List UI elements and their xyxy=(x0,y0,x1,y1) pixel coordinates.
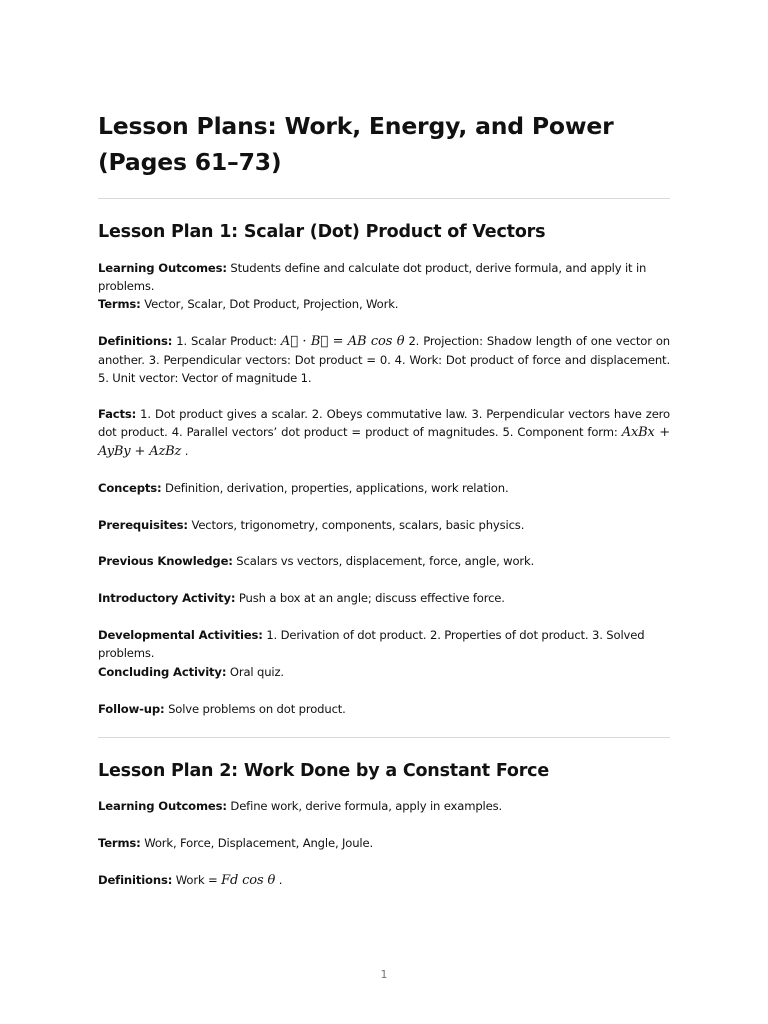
p1-previous-knowledge xyxy=(98,552,670,570)
label: Prerequisites: xyxy=(98,518,188,532)
divider xyxy=(98,737,670,738)
value: . xyxy=(181,444,189,458)
value: 2. Projection: Shadow length of one vector on another. 3. Perpendicular vectors: Dot product = 0. 4. Work: Dot product of force and displacement. 5. Unit vector: Vector of magnitude 1. xyxy=(98,334,670,385)
p1-terms xyxy=(98,295,670,313)
lesson-plan-1-heading: Lesson Plan 1: Scalar (Dot) Product of Vectors xyxy=(98,222,546,242)
component-form-formula: AxBx + AyBy + AzBz xyxy=(98,425,670,459)
p1-concluding-activity xyxy=(98,663,670,681)
p2-learning-outcomes xyxy=(98,797,670,815)
label: Developmental Activities: xyxy=(98,628,263,642)
p2-terms xyxy=(98,834,670,852)
label: Learning Outcomes: xyxy=(98,799,227,813)
value: Solve problems on dot product. xyxy=(164,702,346,716)
value: Definition, derivation, properties, applications, work relation. xyxy=(161,481,509,495)
value: . xyxy=(275,873,283,887)
value: 1. Dot product gives a scalar. 2. Obeys commutative law. 3. Perpendicular vectors have zero dot product. 4. Parallel vectors’ dot product = product of magnitudes. 5. Component form: xyxy=(98,407,670,439)
value: Work, Force, Displacement, Angle, Joule. xyxy=(140,836,374,850)
label: Introductory Activity: xyxy=(98,591,236,605)
label: Learning Outcomes: xyxy=(98,261,227,275)
label: Facts: xyxy=(98,407,137,421)
lesson-plan-2-heading: Lesson Plan 2: Work Done by a Constant Force xyxy=(98,761,550,781)
value: Students define and calculate dot product, derive formula, and apply it in problems. xyxy=(98,261,647,293)
p1-learning-outcomes xyxy=(98,259,670,295)
value: Work = xyxy=(172,873,222,887)
label: Concluding Activity: xyxy=(98,665,227,679)
page-number: 1 xyxy=(380,968,388,981)
label: Follow-up: xyxy=(98,702,165,716)
value: Vectors, trigonometry, components, scalars, basic physics. xyxy=(187,518,525,532)
value: Define work, derive formula, apply in examples. xyxy=(226,799,503,813)
value: Scalars vs vectors, displacement, force, angle, work. xyxy=(232,554,535,568)
value: Push a box at an angle; discuss effective force. xyxy=(235,591,505,605)
label: Terms: xyxy=(98,836,141,850)
label: Concepts: xyxy=(98,481,162,495)
value: 1. Derivation of dot product. 2. Properties of dot product. 3. Solved problems. xyxy=(98,628,645,660)
p1-follow-up xyxy=(98,700,670,718)
p1-introductory-activity xyxy=(98,589,670,607)
p1-concepts xyxy=(98,479,670,497)
p1-developmental-activities xyxy=(98,626,670,662)
label: Definitions: xyxy=(98,873,173,887)
value: 1. Scalar Product: xyxy=(172,334,281,348)
value: Oral quiz. xyxy=(226,665,284,679)
value: Vector, Scalar, Dot Product, Projection, Work. xyxy=(140,297,399,311)
work-formula: Fd cos θ xyxy=(221,873,276,888)
p2-definitions xyxy=(98,871,670,890)
p1-definitions xyxy=(98,332,670,387)
page-title: Lesson Plans: Work, Energy, and Power (Pages 61–73) xyxy=(98,112,614,176)
p1-prerequisites xyxy=(98,516,670,534)
label: Previous Knowledge: xyxy=(98,554,233,568)
label: Terms: xyxy=(98,297,141,311)
divider xyxy=(98,198,670,199)
label: Definitions: xyxy=(98,334,173,348)
p1-facts xyxy=(98,405,670,461)
dot-product-formula: A⃗ · B⃗ = AB cos θ xyxy=(280,334,405,349)
